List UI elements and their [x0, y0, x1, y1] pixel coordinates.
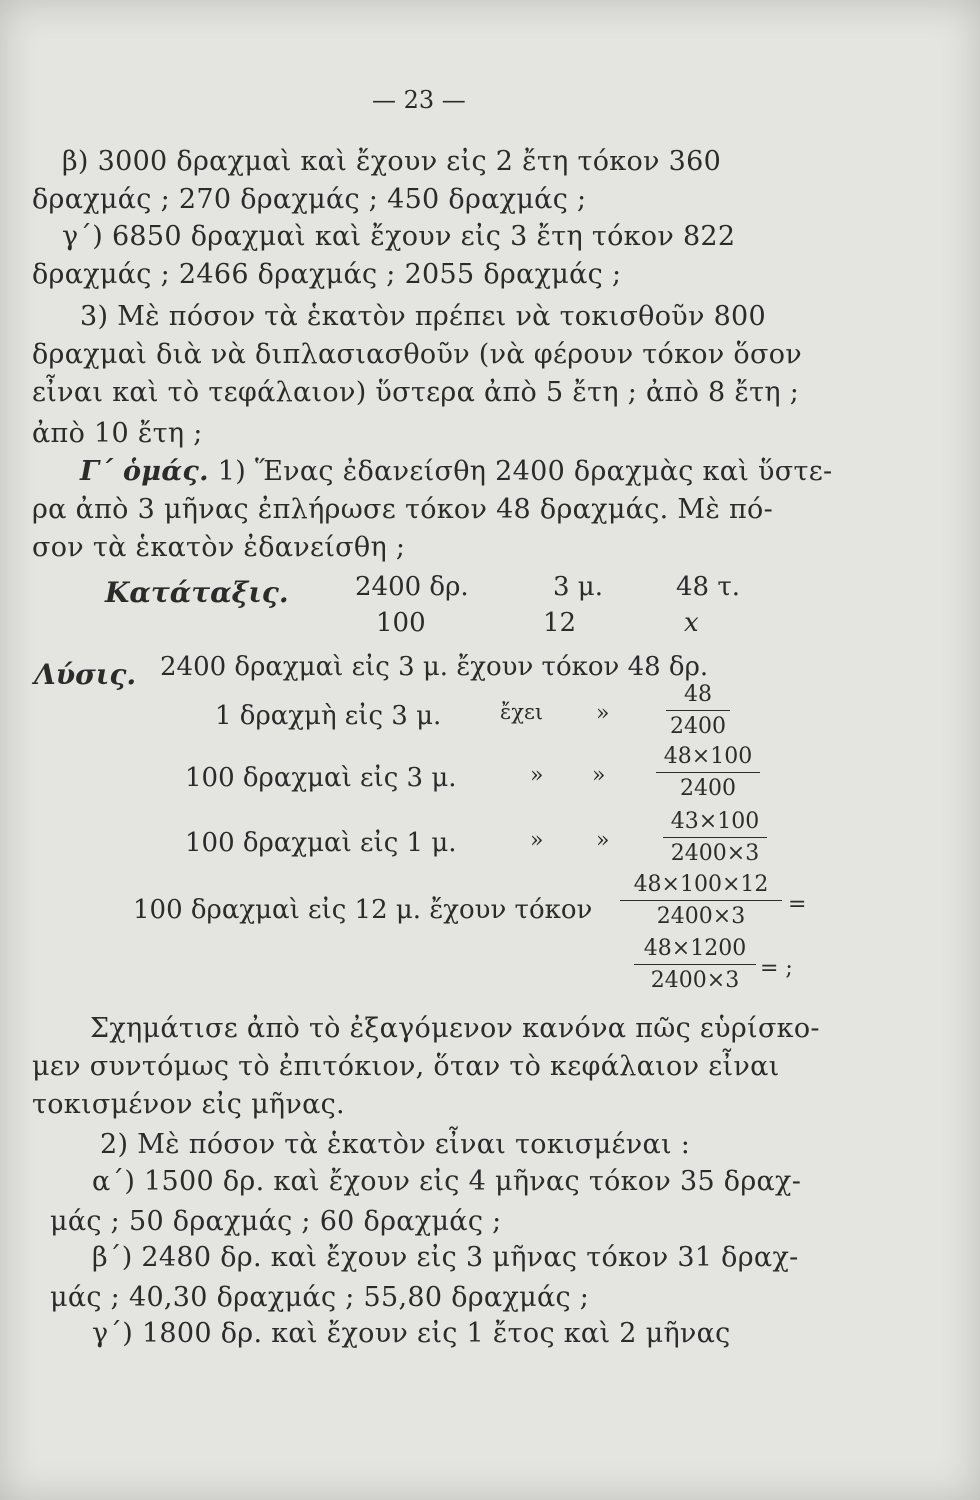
ditto-mark: » — [592, 763, 606, 788]
group-label: Γ΄ ὁμάς. — [80, 456, 209, 487]
text-line: ἀπὸ 10 ἔτη ; — [32, 418, 203, 449]
katataxis-cell: 2400 δρ. — [355, 572, 469, 602]
exercise-group-line — [80, 456, 832, 488]
page-number: — 23 — — [372, 86, 466, 114]
katataxis-cell: 100 — [376, 608, 426, 638]
ditto-mark: » — [530, 828, 544, 853]
katataxis-cell: 48 τ. — [676, 572, 740, 602]
ditto-mark: » — [596, 828, 610, 853]
exercise-line: 2) Μὲ πόσον τὰ ἑκατὸν εἶναι τοκισμέναι : — [100, 1129, 691, 1160]
text-line: εἶναι καὶ τὸ τεφάλαιον) ὕστερα ἀπὸ 5 ἔτη ; ἀπὸ 8 ἔτη ; — [32, 377, 800, 408]
solution-line: 100 δραχμαὶ εἰς 3 μ. — [185, 763, 457, 793]
solution-verb: ἔχει — [500, 700, 544, 724]
solution-line: 100 δραχμαὶ εἰς 1 μ. — [185, 828, 457, 858]
katataxis-cell: 3 μ. — [553, 572, 603, 602]
equals-sign: = ; — [760, 956, 793, 981]
text-line: δραχμάς ; 2466 δραχμάς ; 2055 δραχμάς ; — [32, 259, 622, 290]
rule-line: μεν συντόμως τὸ ἐπιτόκιον, ὅταν τὸ κεφάλαιον εἶναι — [32, 1051, 780, 1082]
exercise-line: γ΄) 1800 δρ. καὶ ἔχουν εἰς 1 ἔτος καὶ 2 μῆνας — [92, 1318, 731, 1349]
text-line: σον τὰ ἑκατὸν ἐδανείσθη ; — [32, 532, 406, 563]
exercise-line: μάς ; 50 δραχμάς ; 60 δραχμάς ; — [50, 1206, 502, 1237]
exercise-line: α΄) 1500 δρ. καὶ ἔχουν εἰς 4 μῆνας τόκον 35 δραχ- — [92, 1166, 802, 1197]
ditto-mark: » — [596, 701, 610, 726]
lysis-label: Λύσις. — [34, 658, 137, 691]
text-line: δραχμαὶ διὰ νὰ διπλασιασθοῦν (νὰ φέρουν τόκον ὅσον — [32, 339, 802, 370]
text-line: δραχμάς ; 270 δραχμάς ; 450 δραχμάς ; — [32, 184, 587, 215]
katataxis-cell: x — [684, 608, 699, 638]
ditto-mark: » — [530, 763, 544, 788]
fraction: $\frac{43\times 100}{2400\times 3}$ — [663, 809, 767, 866]
equals-sign: = — [788, 892, 807, 917]
solution-line: 100 δραχμαὶ εἰς 12 μ. ἔχουν τόκον — [133, 895, 593, 925]
text-line: 1) Ἕνας ἐδανείσθη 2400 δραχμὰς καὶ ὕστε- — [217, 456, 833, 487]
rule-line: τοκισμένον εἰς μῆνας. — [32, 1089, 345, 1120]
rule-line: Σχημάτισε ἀπὸ τὸ ἐξαγόμενον κανόνα πῶς εὑρίσκο- — [90, 1013, 820, 1044]
fraction: $\frac{48}{2400}$ — [666, 682, 730, 739]
fraction: $\frac{48\times 100}{2400}$ — [656, 744, 760, 801]
text-line: β) 3000 δραχμαὶ καὶ ἔχουν εἰς 2 ἔτη τόκον 360 — [62, 146, 722, 177]
solution-line: 2400 δραχμαὶ εἰς 3 μ. ἔχουν τόκον 48 δρ. — [160, 652, 709, 682]
text-line: γ΄) 6850 δραχμαὶ καὶ ἔχουν εἰς 3 ἔτη τόκον 822 — [62, 221, 736, 252]
text-line: 3) Μὲ πόσον τὰ ἑκατὸν πρέπει νὰ τοκισθοῦν 800 — [80, 301, 767, 332]
solution-line: 1 δραχμὴ εἰς 3 μ. — [215, 701, 442, 731]
exercise-line: μάς ; 40,30 δραχμάς ; 55,80 δραχμάς ; — [50, 1282, 590, 1313]
fraction: $\frac{48\times 100\times 12}{2400\times 3}$ — [620, 872, 782, 929]
katataxis-label: Κατάταξις. — [105, 576, 289, 609]
exercise-line: β΄) 2480 δρ. καὶ ἔχουν εἰς 3 μῆνας τόκον 31 δραχ- — [92, 1242, 799, 1273]
fraction: $\frac{48\times 1200}{2400\times 3}$ — [634, 936, 756, 993]
katataxis-cell: 12 — [543, 608, 577, 638]
text-line: ρα ἀπὸ 3 μῆνας ἐπλήρωσε τόκον 48 δραχμάς. Μὲ πό- — [32, 494, 774, 525]
